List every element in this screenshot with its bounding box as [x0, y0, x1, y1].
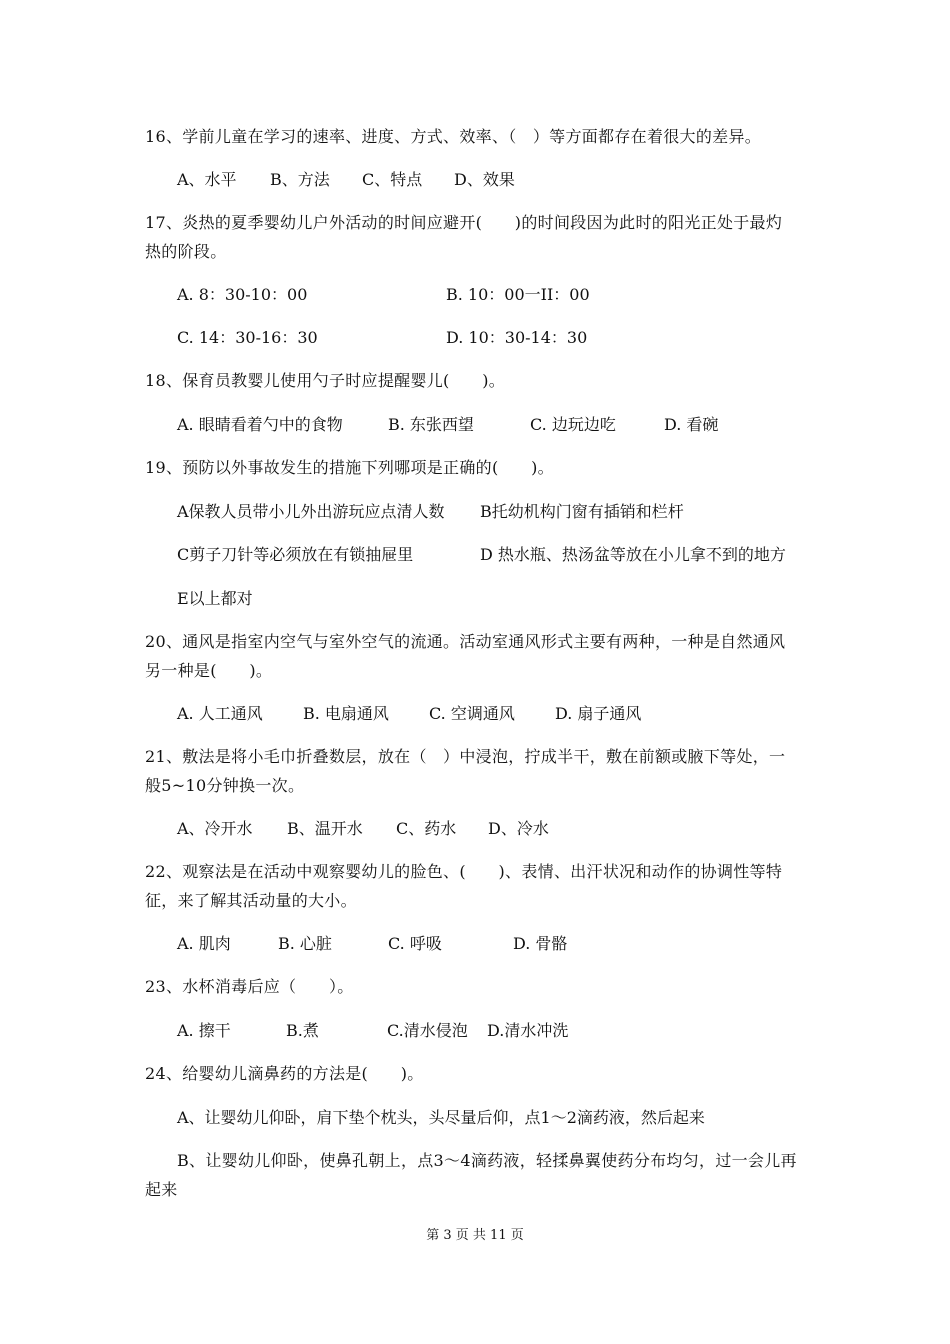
question-22-stem-line1: 22、观察法是在活动中观察婴幼儿的脸色、( )、表情、出汗状况和动作的协调性等特	[145, 862, 783, 881]
question-21-option-c: C、药水	[396, 819, 457, 838]
question-19-option-c: C剪子刀针等必须放在有锁抽屉里	[177, 545, 414, 564]
question-23-option-c: C.清水侵泡	[387, 1021, 468, 1040]
question-20-stem-line1: 20、通风是指室内空气与室外空气的流通。活动室通风形式主要有两种，一种是自然通风	[145, 632, 786, 651]
question-20-option-b: B. 电扇通风	[303, 704, 389, 723]
question-22-option-b: B. 心脏	[278, 934, 332, 953]
question-16-option-c: C、特点	[362, 170, 423, 189]
question-22-option-a: A. 肌肉	[177, 934, 231, 953]
question-19-stem: 19、预防以外事故发生的措施下列哪项是正确的( )。	[145, 458, 554, 477]
question-16-option-a: A、水平	[177, 170, 237, 189]
question-23-stem: 23、水杯消毒后应（ ）。	[145, 977, 354, 996]
question-21-stem-line1: 21、敷法是将小毛巾折叠数层，放在（ ）中浸泡，拧成半干，敷在前额或腋下等处，一	[145, 747, 786, 766]
question-19-option-e: E以上都对	[177, 589, 253, 608]
question-22-option-c: C. 呼吸	[388, 934, 442, 953]
question-16-stem: 16、学前儿童在学习的速率、进度、方式、效率、（ ）等方面都存在着很大的差异。	[145, 127, 762, 146]
question-17-option-c: C. 14：30-16：30	[177, 328, 318, 347]
question-18-option-b: B. 东张西望	[388, 415, 474, 434]
question-24-option-b-line2: 起来	[145, 1180, 178, 1199]
question-23-option-d: D.清水冲洗	[487, 1021, 569, 1040]
question-18-option-d: D. 看碗	[664, 415, 719, 434]
question-17-option-d: D. 10：30-14：30	[446, 328, 588, 347]
question-24-stem: 24、给婴幼儿滴鼻药的方法是( )。	[145, 1064, 424, 1083]
question-21-option-d: D、冷水	[488, 819, 549, 838]
question-21-option-a: A、冷开水	[177, 819, 253, 838]
question-17-stem-line2: 热的阶段。	[145, 242, 227, 261]
question-20-stem-line2: 另一种是( )。	[145, 661, 273, 680]
question-18-option-a: A. 眼睛看着勺中的食物	[177, 415, 343, 434]
question-16-option-b: B、方法	[270, 170, 330, 189]
question-19-option-d: D 热水瓶、热汤盆等放在小儿拿不到的地方	[480, 545, 786, 564]
question-23-option-b: B.煮	[286, 1021, 319, 1040]
page-number-footer: 第 3 页 共 11 页	[426, 1228, 524, 1243]
question-17-option-b: B. 10：00一II：00	[446, 285, 590, 304]
question-18-option-c: C. 边玩边吃	[530, 415, 616, 434]
question-21-option-b: B、温开水	[287, 819, 363, 838]
question-19-option-b: B托幼机构门窗有插销和栏杆	[480, 502, 684, 521]
question-22-stem-line2: 征，来了解其活动量的大小。	[145, 891, 357, 910]
question-19-option-a: A保教人员带小儿外出游玩应点清人数	[177, 502, 445, 521]
question-17-option-a: A. 8：30-10：00	[177, 285, 308, 304]
question-18-stem: 18、保育员教婴儿使用勺子时应提醒婴儿( )。	[145, 371, 506, 390]
question-20-option-d: D. 扇子通风	[555, 704, 642, 723]
question-20-option-a: A. 人工通风	[177, 704, 263, 723]
question-24-option-a: A、让婴幼儿仰卧，肩下垫个枕头，头尽量后仰，点1～2滴药液，然后起来	[177, 1108, 705, 1127]
question-20-option-c: C. 空调通风	[429, 704, 515, 723]
question-22-option-d: D. 骨骼	[513, 934, 568, 953]
question-23-option-a: A. 擦干	[177, 1021, 231, 1040]
question-24-option-b-line1: B、让婴幼儿仰卧，使鼻孔朝上，点3～4滴药液，轻揉鼻翼使药分布均匀，过一会儿再	[177, 1151, 797, 1170]
question-17-stem-line1: 17、炎热的夏季婴幼儿户外活动的时间应避开( )的时间段因为此时的阳光正处于最灼	[145, 213, 783, 232]
question-16-option-d: D、效果	[454, 170, 515, 189]
question-21-stem-line2: 般5~10分钟换一次。	[145, 776, 305, 795]
